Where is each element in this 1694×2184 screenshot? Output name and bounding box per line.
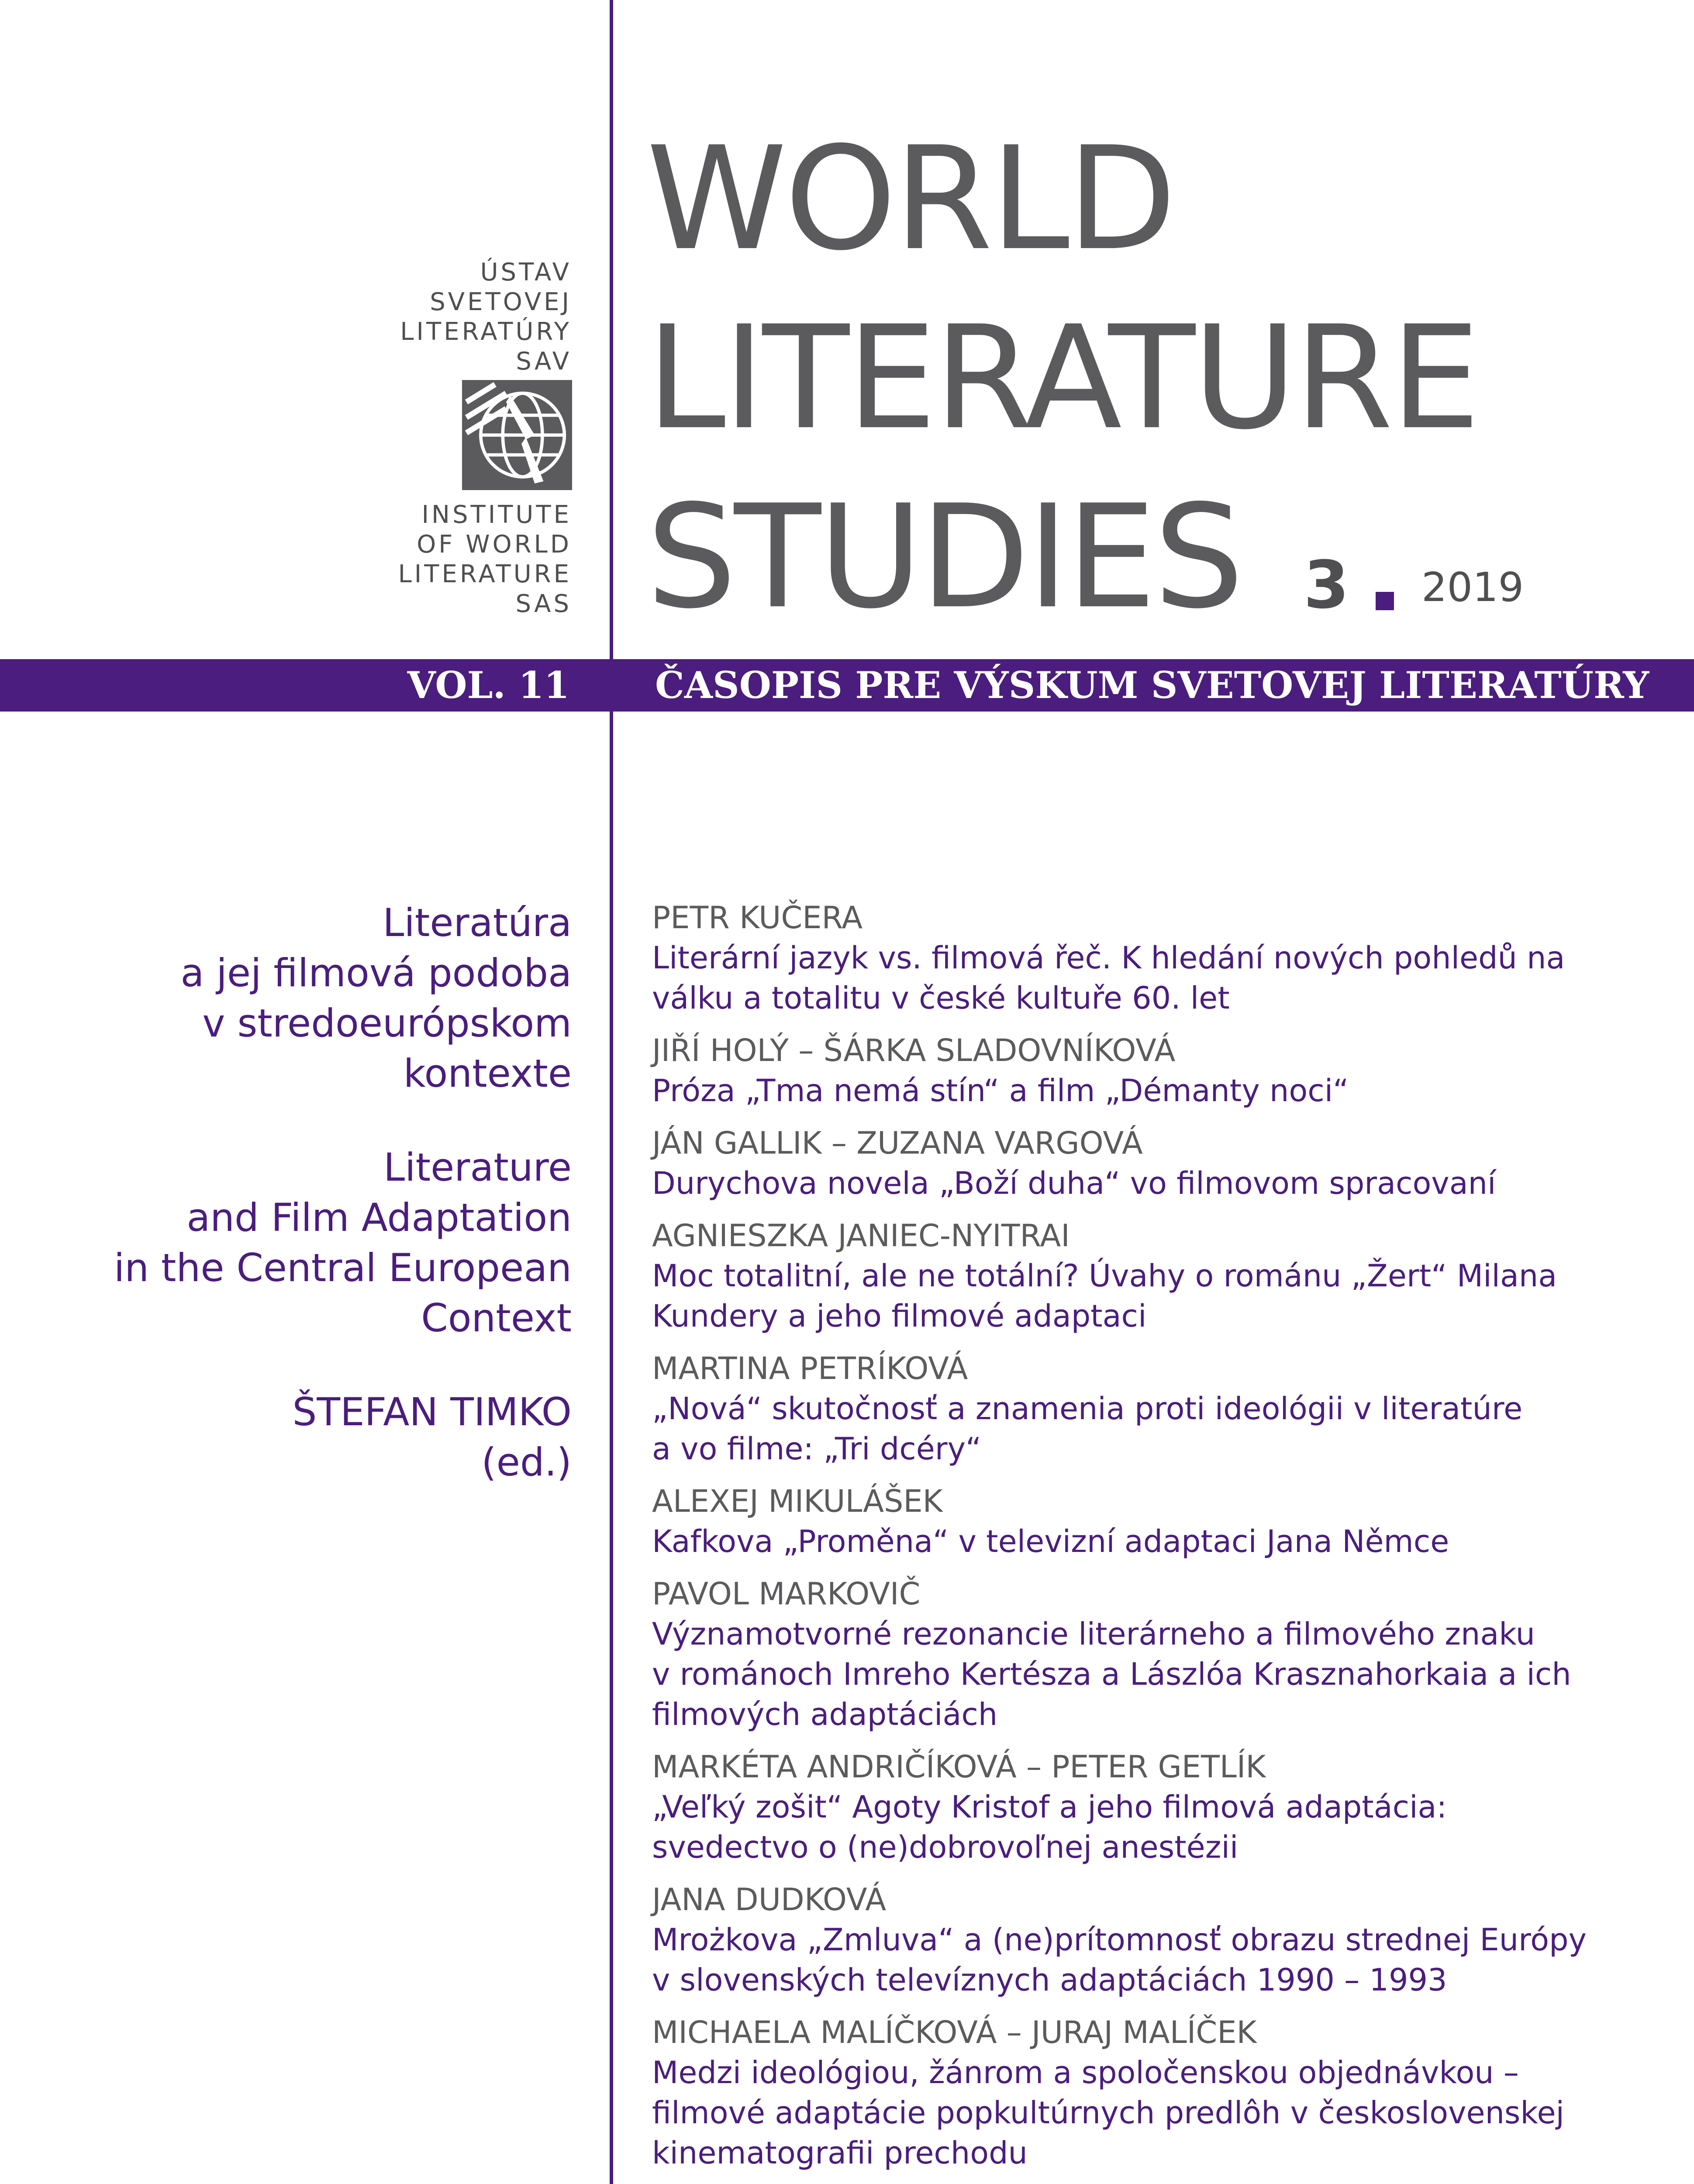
toc-entry [652,1123,1665,1203]
toc-entry [652,1216,1665,1336]
toc-article-title [652,938,1665,1018]
toc-author: PAVOL MARKOVIČ [652,1576,921,1612]
toc-title-line: kinematografii prechodu [652,2135,1028,2171]
issue-year: 2019 [1421,564,1524,611]
toc-entry [652,1348,1665,1469]
institute-line: SAS [515,590,572,618]
journal-title-line-1: WORLD [646,116,1174,282]
toc-author: AGNIESZKA JANIEC-NYITRAI [652,1218,1070,1254]
toc-entry [652,2012,1665,2173]
toc-article-title [652,2053,1665,2173]
toc-title-line: „Veľký zošit“ Agoty Kristof a jeho filmová adaptácia: [652,1789,1447,1825]
institute-line: ÚSTAV [480,258,572,287]
toc-title-line: v románoch Imreho Kertésza a Lászlóa Krasznahorkaia a ich [652,1656,1571,1692]
issue-number: 3 [1304,547,1349,623]
topic-line: in the Central European [114,1245,572,1290]
topic-title-en [21,1142,572,1343]
institute-name-sk [266,258,572,377]
toc-author: JÁN GALLIK – ZUZANA VARGOVÁ [652,1125,1143,1161]
toc-article-title [652,1256,1665,1336]
toc-title-line: Významotvorné rezonancie literárneho a filmového znaku [652,1616,1535,1652]
toc-entry [652,1030,1665,1111]
institute-name-en [266,500,572,619]
toc-entry [652,1574,1665,1735]
toc-title-line: svedectvo o (ne)dobrovoľnej anestézii [652,1829,1239,1865]
toc-title-line: Literární jazyk vs. filmová řeč. K hledání nových pohledů na [652,940,1565,976]
toc-author: MARKÉTA ANDRIČÍKOVÁ – PETER GETLÍK [652,1749,1266,1785]
toc-author: MICHAELA MALÍČKOVÁ – JURAJ MALÍČEK [652,2015,1257,2050]
toc-title-line: filmových adaptáciách [652,1697,998,1732]
toc-article-title [652,1389,1665,1469]
institute-line: SAV [516,347,572,376]
toc-title-line: Próza „Tma nemá stín“ a film „Démanty noci“ [652,1073,1349,1109]
globe-figure-logo [462,380,572,490]
toc-article-title [652,1787,1665,1867]
topic-line: kontexte [403,1051,572,1096]
topic-line: Context [421,1296,572,1341]
toc-title-line: „Nová“ skutočnosť a znamenia proti ideológii v literatúre [652,1391,1523,1427]
toc-article-title [652,1521,1665,1562]
editor-name: ŠTEFAN TIMKO [292,1389,572,1434]
toc-title-line: a vo filme: „Tri dcéry“ [652,1431,982,1467]
journal-title-line-2: LITERATURE [646,295,1478,461]
topic-line: and Film Adaptation [186,1195,572,1240]
toc-article-title [652,1071,1665,1111]
editor-role: (ed.) [481,1440,572,1485]
toc-entry [652,1481,1665,1562]
topic-line: Literature [383,1145,572,1190]
toc-article-title [652,1163,1665,1203]
toc-entry [652,898,1665,1018]
toc-author: JIŘÍ HOLÝ – ŠÁRKA SLADOVNÍKOVÁ [652,1033,1176,1068]
toc-title-line: válku a totalitu v české kultuře 60. let [652,980,1230,1016]
topic-line: a jej filmová podoba [180,950,572,995]
toc-title-line: Mrożkova „Zmluva“ a (ne)prítomnosť obrazu strednej Európy [652,1922,1587,1958]
topic-line: Literatúra [383,900,572,945]
topic-line: v stredoeurópskom [202,1001,572,1046]
toc-title-line: filmové adaptácie popkultúrnych predlôh v československej [652,2095,1564,2131]
journal-subtitle: ČASOPIS PRE VÝSKUM SVETOVEJ LITERATÚRY [655,663,1649,707]
toc-title-line: Medzi ideológiou, žánrom a spoločenskou objednávkou – [652,2055,1519,2091]
institute-line: LITERATÚRY [400,318,572,346]
journal-title-line-3: STUDIES [646,474,1242,640]
toc-author: PETR KUČERA [652,900,863,936]
toc-title-line: Kundery a jeho filmové adaptaci [652,1298,1147,1334]
editor-credit [21,1387,572,1487]
institute-line: SVETOVEJ [430,288,572,316]
topic-title-sk [21,898,572,1099]
toc-title-line: Kafkova „Proměna“ v televizní adaptaci Jana Němce [652,1524,1449,1559]
issue-dot [1376,592,1394,610]
toc-author: JANA DUDKOVÁ [652,1882,887,1918]
toc-entry [652,1880,1665,2000]
toc-title-line: Moc totalitní, ale ne totální? Úvahy o románu „Žert“ Milana [652,1258,1557,1294]
toc-title-line: Durychova novela „Boží duha“ vo filmovom spracovaní [652,1165,1496,1201]
volume-label: VOL. 11 [407,663,569,707]
institute-line: INSTITUTE [421,501,572,529]
toc-entry [652,1747,1665,1867]
toc-article-title [652,1920,1665,2000]
toc-article-title [652,1614,1665,1735]
toc-author: ALEXEJ MIKULÁŠEK [652,1483,943,1519]
institute-line: OF WORLD [417,530,572,559]
toc-author: MARTINA PETRÍKOVÁ [652,1351,968,1386]
institute-line: LITERATURE [398,560,572,588]
toc-title-line: v slovenských televíznych adaptáciách 1990 – 1993 [652,1962,1447,1998]
vertical-divider [610,0,613,2184]
table-of-contents [652,898,1665,2184]
